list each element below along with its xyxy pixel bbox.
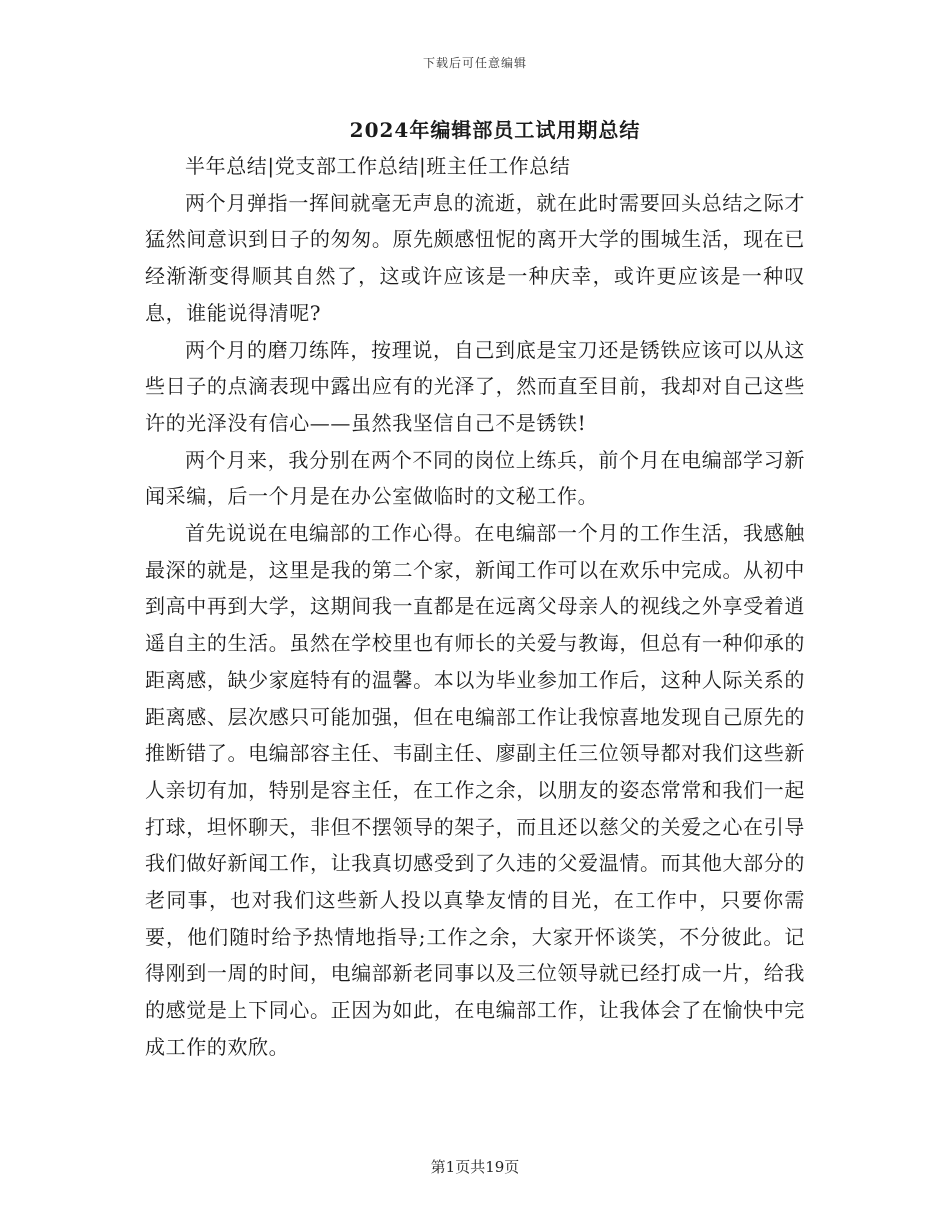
page-number-footer: 第1页共19页 bbox=[430, 1158, 520, 1176]
body-paragraph-2: 两个月的磨刀练阵，按理说，自己到底是宝刀还是锈铁应该可以从这些日子的点滴表现中露出应有的光泽了，然而直至目前，我却对自己这些许的光泽没有信心——虽然我坚信自己不是锈铁! bbox=[145, 337, 805, 435]
subtitle-categories: 半年总结|党支部工作总结|班主任工作总结 bbox=[185, 154, 571, 178]
document-body bbox=[145, 148, 805, 1066]
body-paragraph-3: 两个月来，我分别在两个不同的岗位上练兵，前个月在电编部学习新闻采编，后一个月是在办公室做临时的文秘工作。 bbox=[145, 447, 805, 509]
document-title: 2024年编辑部员工试用期总结 bbox=[349, 118, 641, 142]
body-paragraph-4: 首先说说在电编部的工作心得。在电编部一个月的工作生活，我感触最深的就是，这里是我的第二个家，新闻工作可以在欢乐中完成。从初中到高中再到大学，这期间我一直都是在远离父母亲人的视线之外享受着逍遥自主的生活。虽然在学校里也有师长的关爱与教诲，但总有一种仰承的距离感，缺少家庭特有的温馨。本以为毕业参加工作后，这种人际关系的距离感、层次感只可能加强，但在电编部工作让我惊喜地发现自己原先的推断错了。电编部容主任、韦副主任、廖副主任三位领导都对我们这些新人亲切有加，特别是容主任，在工作之余，以朋友的姿态常常和我们一起打球，坦怀聊天，非但不摆领导的架子，而且还以慈父的关爱之心在引导我们做好新闻工作，让我真切感受到了久违的父爱温情。而其他大部分的老同事，也对我们这些新人投以真挚友情的目光，在工作中，只要你需要，他们随时给予热情地指导;工作之余，大家开怀谈笑，不分彼此。记得刚到一周的时间，电编部新老同事以及三位领导就已经打成一片，给我的感觉是上下同心。正因为如此，在电编部工作，让我体会了在愉快中完成工作的欢欣。 bbox=[145, 521, 805, 1059]
body-paragraph-1: 两个月弹指一挥间就毫无声息的流逝，就在此时需要回头总结之际才猛然间意识到日子的匆匆。原先颇感忸怩的离开大学的围城生活，现在已经渐渐变得顺其自然了，这或许应该是一种庆幸，或许更应该是一种叹息，谁能说得清呢? bbox=[145, 190, 805, 325]
page-header-note: 下载后可任意编辑 bbox=[422, 56, 527, 70]
